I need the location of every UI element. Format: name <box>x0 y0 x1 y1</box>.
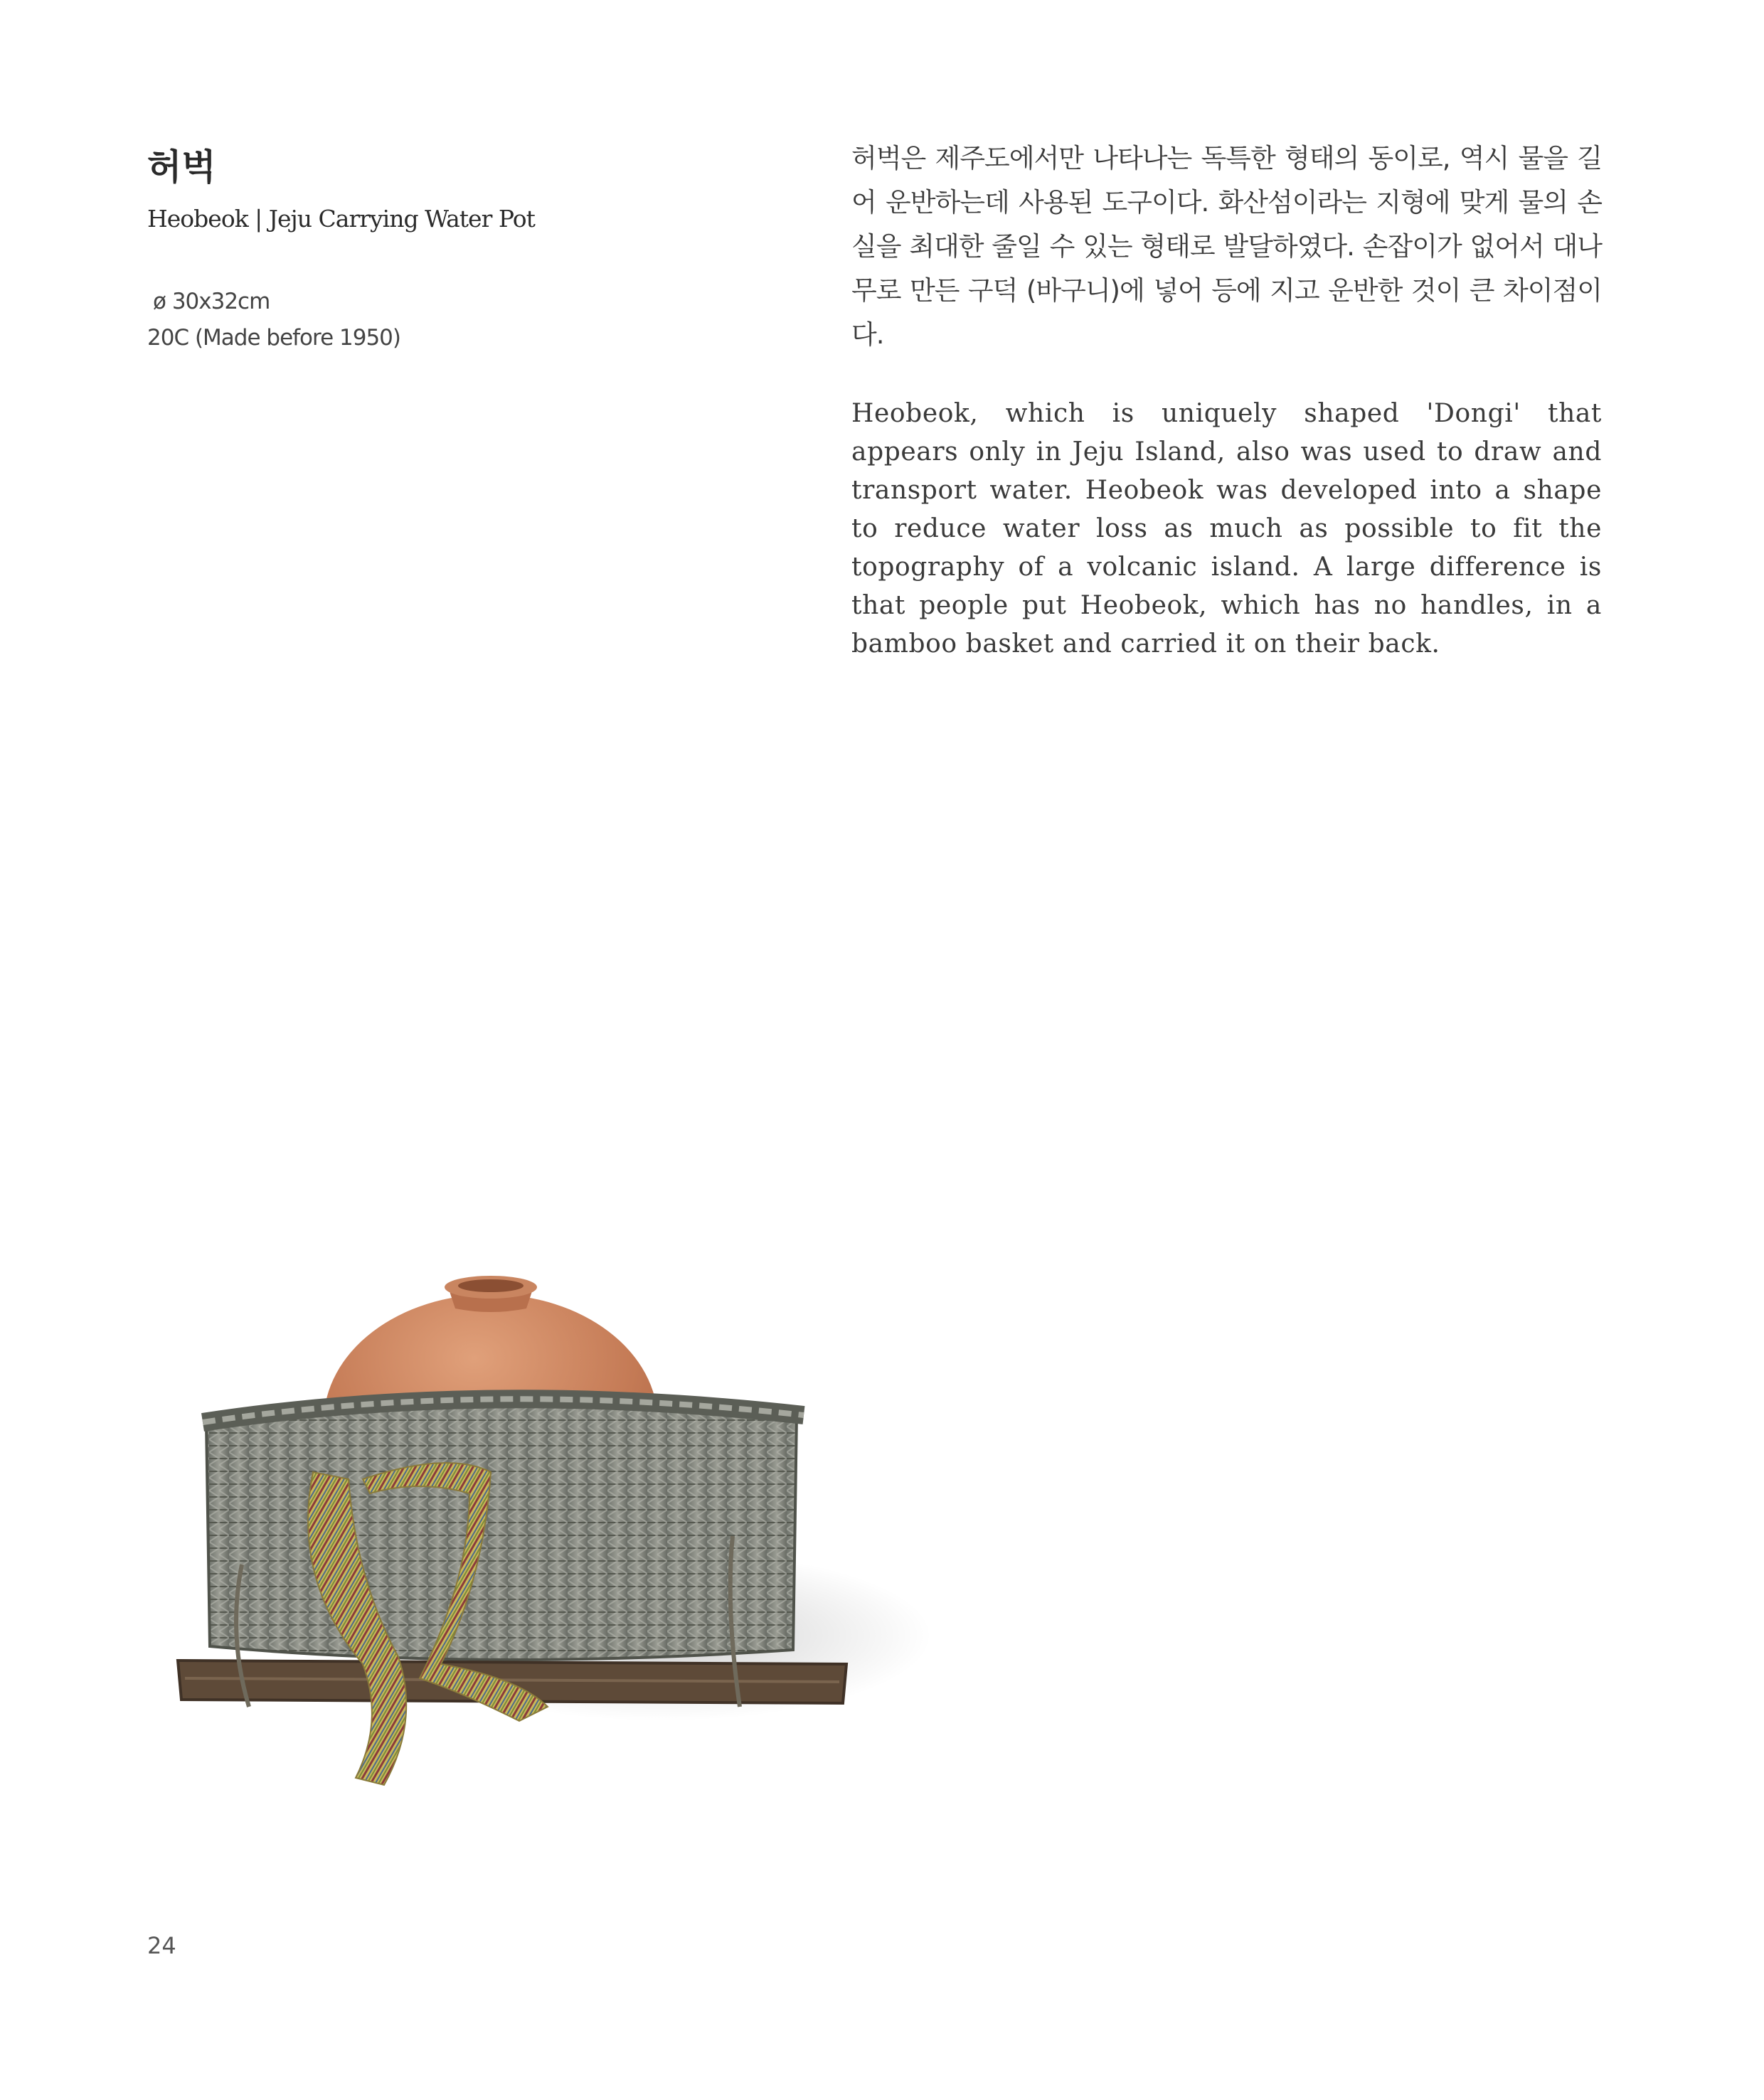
date: 20C (Made before 1950) <box>147 325 400 351</box>
dimensions: ø 30x32cm <box>153 289 270 314</box>
page-number: 24 <box>147 1932 176 1959</box>
title-korean: 허벅 <box>147 146 216 188</box>
title-english: Heobeok | Jeju Carrying Water Pot <box>147 205 535 233</box>
description-english: Heobeok, which is uniquely shaped 'Dongi' that appears only in Jeju Island, also was used to draw and transport water. Heobeok was developed into a shape to reduce water loss as much as possible to fit the topography of a volcanic island. A large difference is that people put Heobeok, which has no handles, in a bamboo basket and carried it on their back. <box>851 399 1602 659</box>
heobeok-photo <box>149 1209 967 1877</box>
description-korean: 허벅은 제주도에서만 나타나는 독특한 형태의 동이로, 역시 물을 길어 운반하는데 사용된 도구이다. 화산섬이라는 지형에 맞게 물의 손실을 최대한 줄일 수 있는 형태로 발달하였다. 손잡이가 없어서 대나무로 만든 구덕 (바구니)에 넣어 등에 지고 운반한 것이 큰 차이점이다. <box>851 143 1602 350</box>
